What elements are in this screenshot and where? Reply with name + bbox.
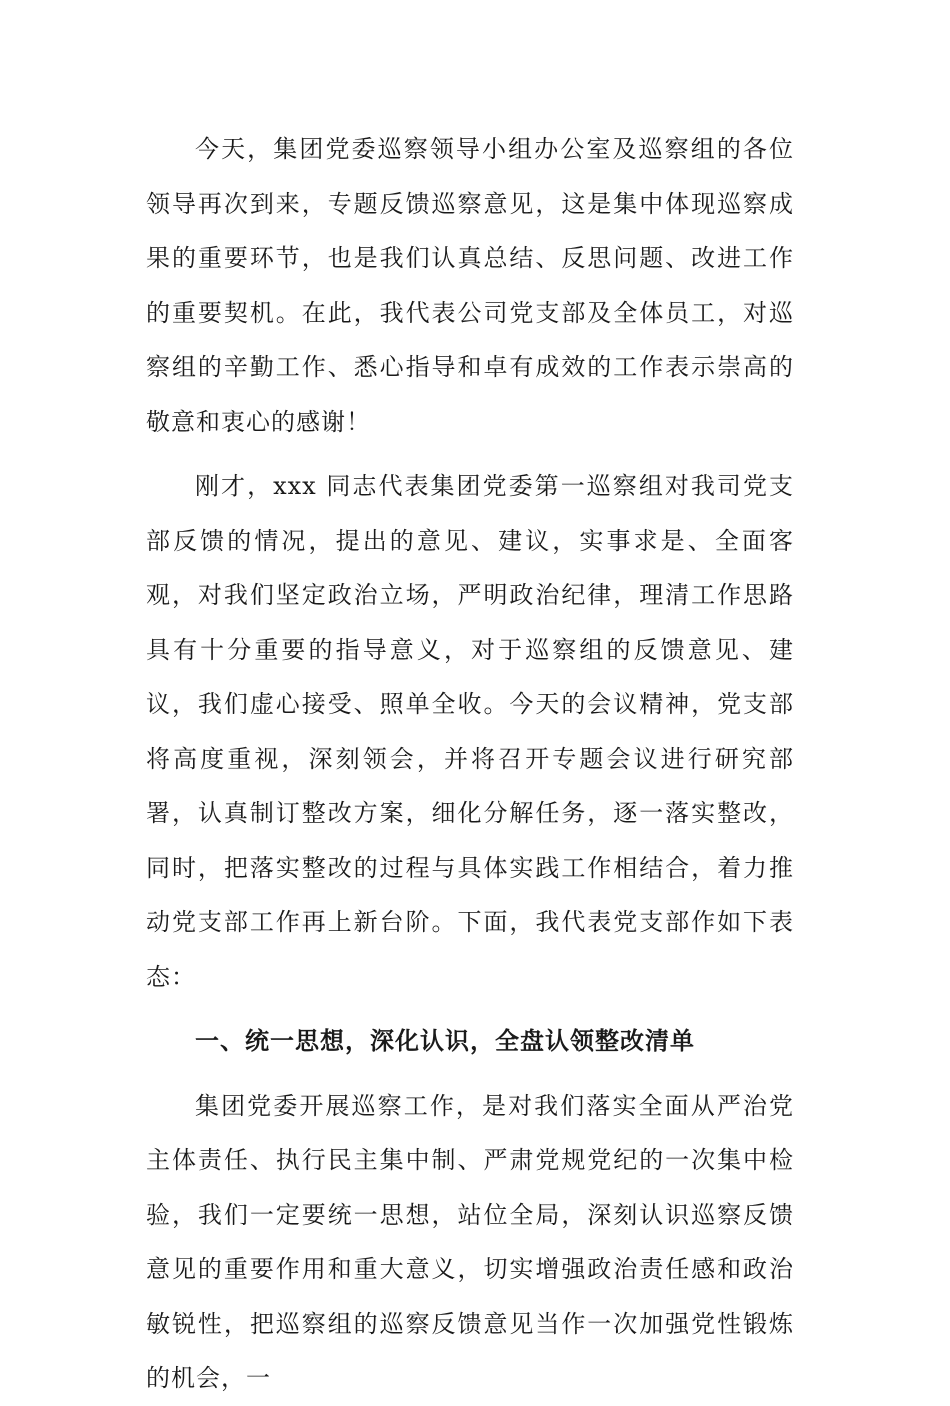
section-heading: 一、统一思想，深化认识，全盘认领整改清单: [195, 1027, 695, 1055]
paragraph-opening: 今天，集团党委巡察领导小组办公室及巡察组的各位领导再次到来，专题反馈巡察意见，这是集中体现巡察成果的重要环节，也是我们认真总结、反思问题、改进工作的重要契机。在此，我代表公司党支部及全体员工，对巡察组的辛勤工作、悉心指导和卓有成效的工作表示崇高的敬意和衷心的感谢！: [146, 135, 794, 436]
document-body: [146, 122, 794, 1406]
paragraph-section-one: 集团党委开展巡察工作，是对我们落实全面从严治党主体责任、执行民主集中制、严肃党规党纪的一次集中检验，我们一定要统一思想，站位全局，深刻认识巡察反馈意见的重要作用和重大意义，切实增强政治责任感和政治敏锐性，把巡察组的巡察反馈意见当作一次加强党性锻炼的机会，一: [146, 1091, 794, 1392]
paragraph-response: 刚才，xxx 同志代表集团党委第一巡察组对我司党支部反馈的情况，提出的意见、建议，实事求是、全面客观，对我们坚定政治立场，严明政治纪律，理清工作思路具有十分重要的指导意义，对于巡察组的反馈意见、建议，我们虚心接受、照单全收。今天的会议精神，党支部将高度重视，深刻领会，并将召开专题会议进行研究部署，认真制订整改方案，细化分解任务，逐一落实整改，同时，把落实整改的过程与具体实践工作相结合，着力推动党支部工作再上新台阶。下面，我代表党支部作如下表态：: [146, 472, 794, 991]
